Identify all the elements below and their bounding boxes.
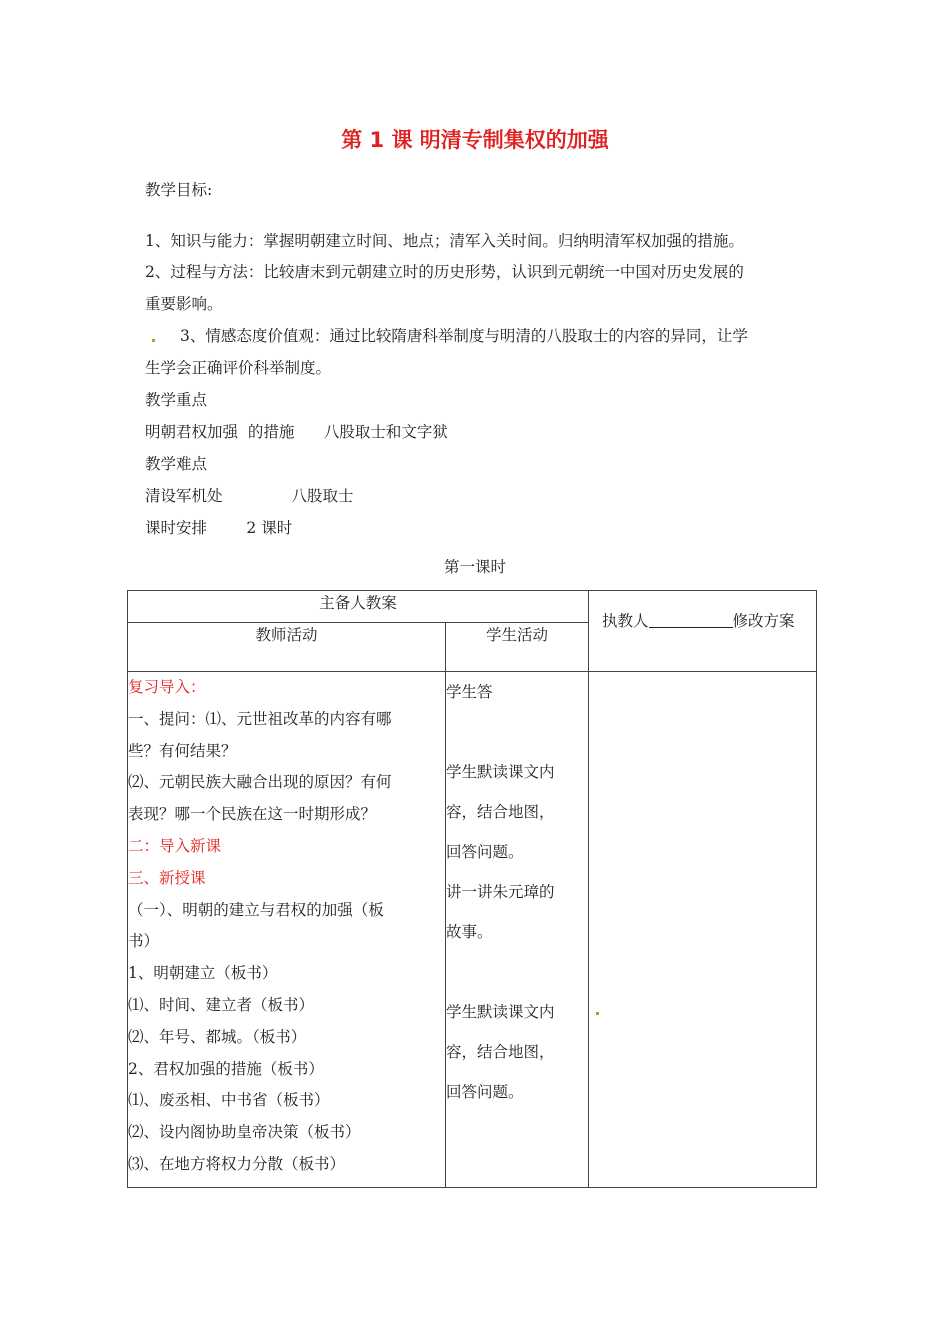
executor-blank[interactable]	[649, 611, 733, 628]
teacher-activity-line: 三、新授课	[128, 868, 206, 887]
stray-mark	[596, 1012, 599, 1015]
objective-line-2: 2、过程与方法：比较唐末到元朝建立时的历史形势，认识到元朝统一中国对历史发展的	[145, 263, 744, 281]
teacher-activity-line: ⑴、废丞相、中书省（板书）	[128, 1091, 330, 1110]
student-activity-line: 讲一讲朱元璋的	[446, 883, 555, 901]
teacher-activity-cell	[128, 672, 446, 1188]
teacher-col-header: 教师活动	[128, 623, 446, 672]
student-activity-line	[446, 952, 588, 992]
student-activity-list	[446, 672, 588, 1112]
page-title: 第 1 课 明清专制集权的加强	[341, 128, 609, 152]
teacher-activity-line: 复习导入：	[128, 678, 206, 696]
main-header-cell	[128, 591, 589, 623]
executor-suffix: 修改方案	[732, 612, 795, 630]
student-activity-line: 学生默读课文内	[446, 1003, 555, 1021]
objectives-heading: 教学目标:	[145, 181, 213, 199]
schedule: 课时安排 2 课时	[145, 519, 293, 537]
teacher-activity-line: ⑵、年号、都城。（板书）	[128, 1027, 307, 1046]
teacher-activity-line: （一）、明朝的建立与君权的加强（板	[128, 900, 384, 919]
student-activity-line: 故事。	[446, 923, 493, 941]
student-activity-line	[446, 712, 588, 752]
teacher-activity-line: 2、君权加强的措施（板书）	[128, 1059, 324, 1078]
executor-cell	[589, 591, 817, 672]
teacher-activity-line: 些？有何结果？	[128, 741, 237, 760]
teacher-activity-line: 1、明朝建立（板书）	[128, 964, 278, 983]
student-activity-line: 学生默读课文内	[446, 763, 555, 781]
lesson-plan-table	[127, 590, 817, 1188]
teacher-activity-line: ⑵、元朝民族大融合出现的原因？有何	[128, 773, 392, 792]
difficulties: 清设军机处 八股取士	[145, 487, 354, 505]
main-header: 主备人教案	[319, 594, 397, 612]
teacher-activity-line: ⑶、在地方将权力分散（板书）	[128, 1154, 346, 1173]
difficulties-heading: 教学难点	[145, 455, 208, 473]
key-points: 明朝君权加强 的措施 八股取士和文字狱	[145, 423, 448, 441]
student-activity-line: 回答问题。	[446, 1083, 524, 1101]
key-points-heading: 教学重点	[145, 391, 208, 409]
student-activity-line: 容，结合地图，	[446, 803, 555, 821]
teacher-activity-list	[128, 672, 445, 1181]
teacher-activity-line: 二：导入新课	[128, 836, 222, 855]
student-activity-line: 回答问题。	[446, 843, 524, 861]
lesson-label: 第一课时	[443, 558, 506, 576]
student-activity-line: 容，结合地图，	[446, 1043, 555, 1061]
student-activity-line: 学生答	[446, 683, 493, 701]
teacher-activity-line: 书）	[128, 932, 160, 951]
executor-prefix: 执教人	[602, 612, 649, 630]
stray-mark	[152, 339, 155, 342]
objective-line-3: 重要影响。	[145, 295, 223, 313]
student-col-header: 学生活动	[446, 623, 589, 672]
teacher-activity-line: ⑵、设内阁协助皇帝决策（板书）	[128, 1123, 361, 1142]
teacher-activity-line: 一、提问：⑴、元世祖改革的内容有哪	[128, 709, 392, 728]
objective-line-4: 3、情感态度价值观：通过比较隋唐科举制度与明清的八股取士的内容的异同，让学	[180, 327, 748, 345]
teacher-activity-line: 表现？哪一个民族在这一时期形成？	[128, 805, 377, 824]
revision-cell	[589, 672, 817, 1188]
objective-line-5: 生学会正确评价科举制度。	[145, 359, 332, 377]
objective-line-1: 1、知识与能力：掌握明朝建立时间、地点；清军入关时间。归纳明清军权加强的措施。	[145, 232, 744, 250]
student-activity-cell	[446, 672, 589, 1188]
teacher-activity-line: ⑴、时间、建立者（板书）	[128, 995, 315, 1014]
